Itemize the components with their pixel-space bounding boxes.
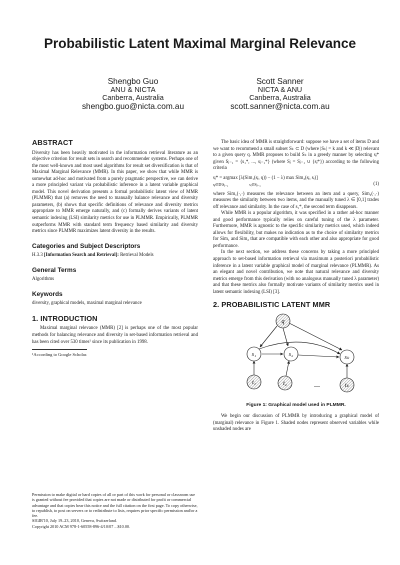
- author-email: scott.sanner@nicta.com.au: [230, 101, 330, 111]
- author-affiliation: ANU & NICTA: [110, 85, 156, 95]
- permission-text: Permission to make digital or hard copies of all or part of this work for personal or classroom use is granted without fee provided that copies are not made or distributed for profit or commercial advantage and that copies bear this notice and the full citation on the first page. To copy otherwise, to republish, to post on servers or to redistribute to lists, requires prior specific permission and/or a fee.: [32, 492, 198, 519]
- category-name: [Information Search and Retrieval]:: [43, 253, 119, 259]
- general-terms-heading: General Terms: [32, 266, 77, 274]
- graphical-model-diagram: [213, 313, 379, 401]
- author-name: Shengbo Guo: [107, 77, 159, 86]
- figure-1: [213, 313, 379, 401]
- edge-q-s2: [283, 328, 288, 346]
- node-q-label: q: [281, 318, 285, 325]
- edge-s2-sk: [298, 355, 339, 357]
- permission-block: [32, 492, 198, 529]
- equation-lhs: sⱼ* = argmax: [213, 175, 238, 181]
- edge-q-sk: [289, 323, 342, 350]
- copyright-line: Copyright 2010 ACM 978-1-60558-896-4/10/07 ...$10.00.: [32, 523, 131, 529]
- author-location: Canberra, Australia: [102, 93, 164, 103]
- author-block-2: [205, 78, 355, 111]
- keywords-heading: Keywords: [32, 290, 63, 298]
- edge-q-s1: [260, 326, 277, 347]
- author-block-1: [58, 78, 208, 111]
- category-detail: Retrieval Models: [120, 253, 154, 259]
- mmr-critique-paragraph: While MMR is a popular algorithm, it was specified in a rather ad-hoc manner and good performance typically relies on careful tuning of the λ parameter. Furthermore, MMR is agnostic to the specific similarity metrics used, which indeed allows for flexibility, but makes no indication as to the choice of similarity metrics for Sim₁ and Sim₂ that are compatible with each other and also appropriate for good performance.: [213, 211, 379, 249]
- author-affiliation: NICTA & ANU: [257, 85, 303, 95]
- intro-text: Maximal marginal relevance (MMR) [2] is perhaps one of the most popular methods for balancing relevance and diversity in set-based information retrieval and has been cited over 530 times¹ since its publication in 1998.: [32, 326, 198, 345]
- author-email: shengbo.guo@nicta.com.au: [81, 101, 185, 111]
- mmr-equation: [213, 176, 379, 189]
- equation-number: (1): [373, 182, 379, 188]
- categories-heading: Categories and Subject Descriptors: [32, 242, 141, 250]
- abstract-heading: ABSTRACT: [32, 138, 73, 147]
- intro-heading: 1. INTRODUCTION: [32, 313, 98, 323]
- author-name: Scott Sanner: [256, 77, 304, 86]
- node-tk-label: tₖ: [344, 382, 350, 389]
- figure-caption: Figure 1: Graphical model used in PLMMR.: [246, 402, 346, 408]
- node-sk-label: sₖ: [344, 354, 350, 361]
- equation-subscripts: [213, 182, 261, 188]
- author-location: Canberra, Australia: [249, 93, 311, 103]
- general-terms-text: Algorithms: [32, 277, 55, 283]
- mmr-intro-paragraph: The basic idea of MMR is straightforward: suppose we have a set of items D and we want to recommend a small subset Sₖ ⊂ D (where |Sₖ| = k and k ≪ |D|) relevant to a given query q. MMR proposes to build Sₖ in a greedy manner by selecting sⱼ* given Sⱼ₋₁ = {s₁*, ..., sⱼ₋₁*} (where Sⱼ = Sⱼ₋₁ ∪ {sⱼ*}) according to the following criteria: [213, 140, 379, 172]
- right-column: [213, 140, 379, 434]
- category-code: H.3.3: [32, 253, 43, 259]
- paper-title: Probabilistic Latent Maximal Marginal Relevance: [43, 36, 357, 51]
- section2-heading: 2. PROBABILISTIC LATENT MMR: [213, 300, 331, 310]
- equation-sub: sⱼ∈D\Sⱼ₋₁: [213, 183, 229, 188]
- plmmr-overview-paragraph: In the next section, we address these concerns by taking a more principled approach to set-based information retrieval via maximum a posteriori probabilistic inference in a latent variable graphical model of marginal relevance (PLMMR). As an elegant and novel contribution, we note that natural relevance and diversity metrics emerge from this derivation (with no analogous manually tuned λ parameter) and that these metrics also formally motivate variants of similarity metrics used in latent semantic indexing (LSI) [3].: [213, 250, 379, 295]
- left-column: [32, 140, 198, 358]
- footnote-rule: [32, 349, 87, 350]
- equation-rhs: [λ(Sim₁(sⱼ, q)) − (1 − λ) max Sim₂(sⱼ, sᵢ)]: [238, 175, 318, 181]
- edge-t2-s2: [286, 361, 289, 376]
- abstract-text: Diversity has been heavily motivated in the information retrieval literature as an objective criterion for result sets in search and recommender systems. Perhaps one of the most well-known and most used algorithms for result set diversification is that of Maximal Marginal Relevance (MMR). In this paper, we show that while MMR is somewhat ad-hoc and motivated from a purely pragmatic perspective, we can derive a more principled variant via probabilistic inference in a latent variable graphical model. This novel derivation presents a formal probabilistic latent view of MMR (PLMMR) that (a) removes the need to manually balance relevance and diversity parameters, (b) shows that specific definitions of relevance and diversity metrics appropriate to MMR emerge naturally, and (c) formally derives variants of latent semantic indexing (LSI) similarity metrics for use in PLMMR. Empirically, PLMMR outperforms MMR with standard term frequency based similarity and diversity metrics since PLMMR maximizes latent diversity in the results.: [32, 150, 198, 235]
- edge-s1-sk: [259, 342, 340, 354]
- conference-line: SIGIR'10, July 19–23, 2010, Geneva, Switzerland.: [32, 518, 117, 524]
- keywords-text: diversity, graphical models, maximal marginal relevance: [32, 301, 142, 307]
- node-s2-label: s₂: [288, 351, 294, 358]
- node-t2-label: t₂: [283, 380, 287, 387]
- plmmr-begin-paragraph: We begin our discussion of PLMMR by introducing a graphical model of (marginal) relevance in Figure 1. Shaded nodes represent observed variables while unshaded nodes are: [213, 414, 379, 433]
- node-t1-label: t₁: [252, 379, 256, 386]
- equation-rsub: sᵢ∈Sⱼ₋₁: [249, 183, 261, 188]
- node-s1-label: s₁: [251, 351, 257, 358]
- figure-ellipsis: ...: [314, 379, 320, 389]
- mmr-terms-paragraph: where Sim₁(·,·) measures the relevance between an item and a query, Sim₂(·,·) measures the similarity between two items, and the manually tuned λ ∈ [0,1] trades off relevance and similarity. In the case of s₁*, the second term disappears.: [213, 191, 379, 210]
- footnote: ¹According to Google Scholar.: [32, 352, 88, 358]
